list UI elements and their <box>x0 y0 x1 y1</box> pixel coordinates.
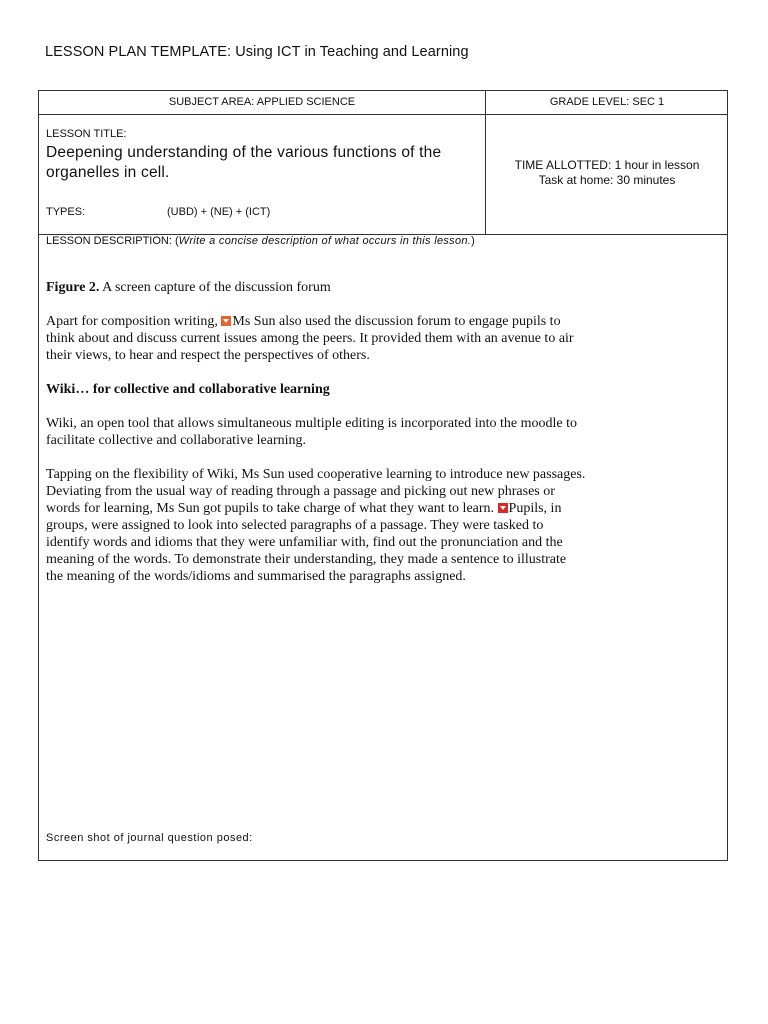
screenshot-label: Screen shot of journal question posed: <box>46 832 253 844</box>
lesson-description-label <box>46 235 728 247</box>
lesson-plan-table <box>38 90 728 861</box>
time-allotted: TIME ALLOTTED: 1 hour in lesson <box>514 158 700 172</box>
para1-start: Apart for composition writing, <box>46 314 222 329</box>
figure-caption <box>46 279 586 296</box>
figure-caption-text: A screen capture of the discussion forum <box>99 280 331 295</box>
lesson-title: Deepening understanding of the various functions of the organelles in cell. <box>46 144 442 181</box>
description-label-text: LESSON DESCRIPTION: ( <box>46 235 179 247</box>
subject-area-cell <box>39 91 485 114</box>
paragraph-wiki: Wiki, an open tool that allows simultaneous multiple editing is incorporated into the moodle to facilitate collective and collaborative learning. <box>46 416 577 448</box>
lesson-description-cell <box>39 235 728 860</box>
description-hint: Write a concise description of what occurs in this lesson. <box>178 235 472 247</box>
section-heading: Wiki… for collective and collaborative learning <box>46 382 330 397</box>
types-value: (UBD) + (NE) + (ICT) <box>167 206 271 218</box>
paragraph-cooperative-learning <box>46 466 586 585</box>
time-allotted-cell <box>486 115 728 234</box>
subject-area: SUBJECT AREA: APPLIED SCIENCE <box>168 96 356 108</box>
grade-level-cell <box>486 91 728 114</box>
types-row <box>46 206 271 218</box>
task-at-home: Task at home: 30 minutes <box>538 173 676 187</box>
paragraph-discussion-forum <box>46 313 586 364</box>
para3-start: Tapping on the flexibility of Wiki, Ms Sun used cooperative learning to introduce new passages. Deviating from the usual way of reading through a passage and picking out new phrases or words for learning, Ms Sun got pupils to take charge of what they want to learn. <box>46 467 586 516</box>
comment-marker-icon[interactable] <box>498 503 508 513</box>
lesson-title-cell <box>39 115 485 234</box>
grade-level: GRADE LEVEL: SEC 1 <box>549 96 665 108</box>
lesson-title-label: LESSON TITLE: <box>46 128 127 140</box>
types-label: TYPES: <box>46 206 86 218</box>
para3-rest: Pupils, in groups, were assigned to look into selected paragraphs of a passage. They were tasked to identify words and idioms that they were unfamiliar with, find out the pronunciation and the meaning of the words. To demonstrate their understanding, they made a sentence to illustrate the meaning of the words/idioms and summarised the paragraphs assigned. <box>46 501 567 584</box>
figure-label: Figure 2. <box>46 280 100 295</box>
page-title: LESSON PLAN TEMPLATE: Using ICT in Teaching and Learning <box>45 44 469 60</box>
para1-rest: Ms Sun also used the discussion forum to engage pupils to think about and discuss current issues among the peers. It provided them with an avenue to air their views, to hear and respect the perspectives of others. <box>46 314 574 363</box>
comment-marker-icon[interactable] <box>221 316 231 326</box>
description-close: ) <box>471 235 475 247</box>
